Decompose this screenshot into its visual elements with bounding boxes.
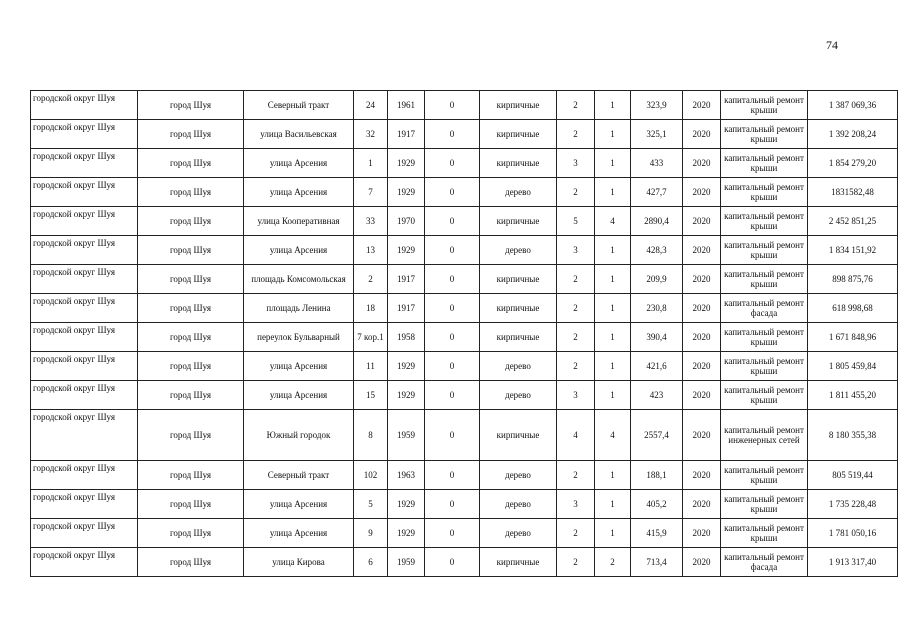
table-row [31, 294, 898, 323]
cell-entrances: 1 [595, 490, 631, 519]
cell-cost: 1 392 208,24 [808, 120, 898, 149]
cell-area: 433 [631, 149, 683, 178]
cell-entrances: 1 [595, 461, 631, 490]
cell-house: 24 [354, 91, 388, 120]
cell-area: 2557,4 [631, 410, 683, 461]
cell-entrances: 1 [595, 352, 631, 381]
cell-plan-year: 2020 [683, 149, 721, 178]
cell-material: кирпичные [480, 120, 557, 149]
cell-street: Северный тракт [244, 461, 354, 490]
cell-work: капитальный ремонт крыши [721, 490, 808, 519]
cell-district: городской округ Шуя [31, 352, 138, 381]
cell-cost: 1 671 848,96 [808, 323, 898, 352]
cell-entrances: 1 [595, 323, 631, 352]
cell-plan-year: 2020 [683, 352, 721, 381]
cell-year: 1917 [388, 294, 425, 323]
cell-district: городской округ Шуя [31, 410, 138, 461]
cell-year: 1959 [388, 410, 425, 461]
cell-flag: 0 [425, 410, 480, 461]
cell-area: 427,7 [631, 178, 683, 207]
cell-city: город Шуя [138, 352, 244, 381]
cell-material: кирпичные [480, 294, 557, 323]
cell-street: улица Арсения [244, 236, 354, 265]
cell-street: улица Арсения [244, 519, 354, 548]
cell-street: Северный тракт [244, 91, 354, 120]
cell-house: 9 [354, 519, 388, 548]
cell-flag: 0 [425, 91, 480, 120]
cell-city: город Шуя [138, 381, 244, 410]
cell-year: 1929 [388, 352, 425, 381]
cell-floors: 2 [557, 294, 595, 323]
cell-district: городской округ Шуя [31, 149, 138, 178]
cell-flag: 0 [425, 490, 480, 519]
cell-floors: 3 [557, 381, 595, 410]
table-row [31, 91, 898, 120]
cell-flag: 0 [425, 519, 480, 548]
cell-plan-year: 2020 [683, 548, 721, 577]
cell-year: 1917 [388, 265, 425, 294]
cell-cost: 1 805 459,84 [808, 352, 898, 381]
cell-district: городской округ Шуя [31, 91, 138, 120]
cell-city: город Шуя [138, 236, 244, 265]
cell-material: кирпичные [480, 323, 557, 352]
cell-material: дерево [480, 236, 557, 265]
cell-cost: 1 834 151,92 [808, 236, 898, 265]
table-row [31, 236, 898, 265]
cell-work: капитальный ремонт крыши [721, 91, 808, 120]
cell-house: 102 [354, 461, 388, 490]
housing-registry-table [30, 90, 898, 577]
cell-floors: 2 [557, 265, 595, 294]
cell-entrances: 1 [595, 236, 631, 265]
table-row [31, 178, 898, 207]
cell-house: 33 [354, 207, 388, 236]
cell-year: 1917 [388, 120, 425, 149]
cell-work: капитальный ремонт фасада [721, 548, 808, 577]
cell-street: улица Арсения [244, 352, 354, 381]
cell-house: 1 [354, 149, 388, 178]
cell-entrances: 1 [595, 91, 631, 120]
cell-floors: 3 [557, 149, 595, 178]
cell-district: городской округ Шуя [31, 490, 138, 519]
cell-flag: 0 [425, 381, 480, 410]
cell-area: 209,9 [631, 265, 683, 294]
table-row [31, 410, 898, 461]
cell-cost: 1 735 228,48 [808, 490, 898, 519]
cell-cost: 1 811 455,20 [808, 381, 898, 410]
cell-plan-year: 2020 [683, 410, 721, 461]
cell-floors: 5 [557, 207, 595, 236]
table-row [31, 265, 898, 294]
cell-plan-year: 2020 [683, 236, 721, 265]
cell-material: кирпичные [480, 548, 557, 577]
cell-city: город Шуя [138, 548, 244, 577]
cell-floors: 2 [557, 120, 595, 149]
cell-flag: 0 [425, 120, 480, 149]
table-body [31, 91, 898, 577]
cell-flag: 0 [425, 265, 480, 294]
cell-plan-year: 2020 [683, 207, 721, 236]
cell-city: город Шуя [138, 178, 244, 207]
cell-area: 390,4 [631, 323, 683, 352]
cell-cost: 1831582,48 [808, 178, 898, 207]
cell-street: улица Кирова [244, 548, 354, 577]
cell-house: 2 [354, 265, 388, 294]
cell-flag: 0 [425, 461, 480, 490]
cell-year: 1961 [388, 91, 425, 120]
cell-house: 11 [354, 352, 388, 381]
cell-entrances: 1 [595, 381, 631, 410]
cell-year: 1963 [388, 461, 425, 490]
cell-area: 188,1 [631, 461, 683, 490]
cell-flag: 0 [425, 352, 480, 381]
cell-floors: 2 [557, 352, 595, 381]
cell-flag: 0 [425, 548, 480, 577]
cell-work: капитальный ремонт крыши [721, 178, 808, 207]
cell-street: Южный городок [244, 410, 354, 461]
cell-city: город Шуя [138, 461, 244, 490]
cell-material: кирпичные [480, 410, 557, 461]
table-row [31, 207, 898, 236]
cell-material: кирпичные [480, 207, 557, 236]
cell-district: городской округ Шуя [31, 381, 138, 410]
cell-area: 713,4 [631, 548, 683, 577]
cell-area: 405,2 [631, 490, 683, 519]
cell-material: кирпичные [480, 149, 557, 178]
cell-street: улица Арсения [244, 490, 354, 519]
cell-material: дерево [480, 490, 557, 519]
table-row [31, 519, 898, 548]
cell-plan-year: 2020 [683, 323, 721, 352]
cell-plan-year: 2020 [683, 381, 721, 410]
cell-floors: 2 [557, 519, 595, 548]
cell-work: капитальный ремонт крыши [721, 265, 808, 294]
cell-cost: 618 998,68 [808, 294, 898, 323]
cell-entrances: 1 [595, 178, 631, 207]
cell-material: дерево [480, 381, 557, 410]
cell-cost: 898 875,76 [808, 265, 898, 294]
cell-house: 7 [354, 178, 388, 207]
cell-house: 18 [354, 294, 388, 323]
table-row [31, 490, 898, 519]
cell-material: кирпичные [480, 91, 557, 120]
cell-cost: 2 452 851,25 [808, 207, 898, 236]
cell-street: площадь Ленина [244, 294, 354, 323]
cell-house: 7 кор.1 [354, 323, 388, 352]
table-row [31, 323, 898, 352]
cell-work: капитальный ремонт крыши [721, 149, 808, 178]
cell-plan-year: 2020 [683, 490, 721, 519]
cell-city: город Шуя [138, 207, 244, 236]
table-row [31, 381, 898, 410]
cell-work: капитальный ремонт инженерных сетей [721, 410, 808, 461]
cell-year: 1959 [388, 548, 425, 577]
cell-entrances: 1 [595, 149, 631, 178]
page-number: 74 [826, 38, 838, 52]
cell-floors: 3 [557, 490, 595, 519]
cell-district: городской округ Шуя [31, 207, 138, 236]
cell-entrances: 1 [595, 294, 631, 323]
cell-year: 1929 [388, 519, 425, 548]
cell-floors: 2 [557, 548, 595, 577]
cell-work: капитальный ремонт крыши [721, 236, 808, 265]
cell-city: город Шуя [138, 91, 244, 120]
cell-area: 325,1 [631, 120, 683, 149]
cell-material: дерево [480, 461, 557, 490]
cell-year: 1958 [388, 323, 425, 352]
cell-material: кирпичные [480, 265, 557, 294]
cell-work: капитальный ремонт крыши [721, 381, 808, 410]
cell-house: 6 [354, 548, 388, 577]
cell-city: город Шуя [138, 323, 244, 352]
cell-entrances: 1 [595, 120, 631, 149]
cell-city: город Шуя [138, 519, 244, 548]
cell-cost: 805 519,44 [808, 461, 898, 490]
cell-area: 2890,4 [631, 207, 683, 236]
cell-city: город Шуя [138, 149, 244, 178]
cell-cost: 1 781 050,16 [808, 519, 898, 548]
cell-house: 8 [354, 410, 388, 461]
cell-area: 323,9 [631, 91, 683, 120]
cell-city: город Шуя [138, 490, 244, 519]
cell-house: 15 [354, 381, 388, 410]
cell-district: городской округ Шуя [31, 294, 138, 323]
cell-plan-year: 2020 [683, 265, 721, 294]
cell-street: улица Арсения [244, 178, 354, 207]
cell-district: городской округ Шуя [31, 461, 138, 490]
cell-district: городской округ Шуя [31, 178, 138, 207]
cell-plan-year: 2020 [683, 120, 721, 149]
cell-street: улица Васильевская [244, 120, 354, 149]
cell-district: городской округ Шуя [31, 120, 138, 149]
cell-house: 32 [354, 120, 388, 149]
cell-work: капитальный ремонт крыши [721, 323, 808, 352]
cell-plan-year: 2020 [683, 178, 721, 207]
cell-area: 415,9 [631, 519, 683, 548]
cell-floors: 3 [557, 236, 595, 265]
table-row [31, 461, 898, 490]
cell-area: 428,3 [631, 236, 683, 265]
cell-floors: 2 [557, 323, 595, 352]
cell-entrances: 4 [595, 410, 631, 461]
cell-work: капитальный ремонт крыши [721, 207, 808, 236]
cell-city: город Шуя [138, 120, 244, 149]
table-row [31, 149, 898, 178]
cell-work: капитальный ремонт крыши [721, 120, 808, 149]
cell-flag: 0 [425, 149, 480, 178]
cell-area: 423 [631, 381, 683, 410]
cell-entrances: 1 [595, 519, 631, 548]
cell-city: город Шуя [138, 265, 244, 294]
cell-flag: 0 [425, 178, 480, 207]
cell-year: 1929 [388, 149, 425, 178]
cell-cost: 1 854 279,20 [808, 149, 898, 178]
cell-district: городской округ Шуя [31, 236, 138, 265]
cell-house: 13 [354, 236, 388, 265]
cell-work: капитальный ремонт крыши [721, 461, 808, 490]
cell-flag: 0 [425, 323, 480, 352]
cell-flag: 0 [425, 236, 480, 265]
cell-street: улица Кооперативная [244, 207, 354, 236]
cell-year: 1929 [388, 178, 425, 207]
cell-floors: 2 [557, 178, 595, 207]
cell-area: 230,8 [631, 294, 683, 323]
cell-material: дерево [480, 352, 557, 381]
cell-entrances: 1 [595, 265, 631, 294]
cell-work: капитальный ремонт крыши [721, 519, 808, 548]
cell-year: 1929 [388, 381, 425, 410]
cell-floors: 2 [557, 461, 595, 490]
cell-year: 1929 [388, 236, 425, 265]
cell-plan-year: 2020 [683, 461, 721, 490]
cell-work: капитальный ремонт крыши [721, 352, 808, 381]
cell-house: 5 [354, 490, 388, 519]
cell-material: дерево [480, 178, 557, 207]
cell-floors: 2 [557, 91, 595, 120]
cell-city: город Шуя [138, 410, 244, 461]
cell-city: город Шуя [138, 294, 244, 323]
cell-plan-year: 2020 [683, 91, 721, 120]
cell-material: дерево [480, 519, 557, 548]
cell-entrances: 4 [595, 207, 631, 236]
cell-cost: 8 180 355,38 [808, 410, 898, 461]
cell-floors: 4 [557, 410, 595, 461]
table-row [31, 120, 898, 149]
cell-street: улица Арсения [244, 381, 354, 410]
cell-flag: 0 [425, 294, 480, 323]
cell-district: городской округ Шуя [31, 323, 138, 352]
cell-plan-year: 2020 [683, 294, 721, 323]
table-row [31, 352, 898, 381]
cell-flag: 0 [425, 207, 480, 236]
cell-district: городской округ Шуя [31, 548, 138, 577]
cell-work: капитальный ремонт фасада [721, 294, 808, 323]
cell-plan-year: 2020 [683, 519, 721, 548]
cell-year: 1970 [388, 207, 425, 236]
cell-cost: 1 387 069,36 [808, 91, 898, 120]
cell-street: переулок Бульварный [244, 323, 354, 352]
cell-district: городской округ Шуя [31, 265, 138, 294]
cell-street: площадь Комсомольская [244, 265, 354, 294]
cell-district: городской округ Шуя [31, 519, 138, 548]
table-row [31, 548, 898, 577]
cell-cost: 1 913 317,40 [808, 548, 898, 577]
cell-entrances: 2 [595, 548, 631, 577]
cell-street: улица Арсения [244, 149, 354, 178]
cell-year: 1929 [388, 490, 425, 519]
cell-area: 421,6 [631, 352, 683, 381]
